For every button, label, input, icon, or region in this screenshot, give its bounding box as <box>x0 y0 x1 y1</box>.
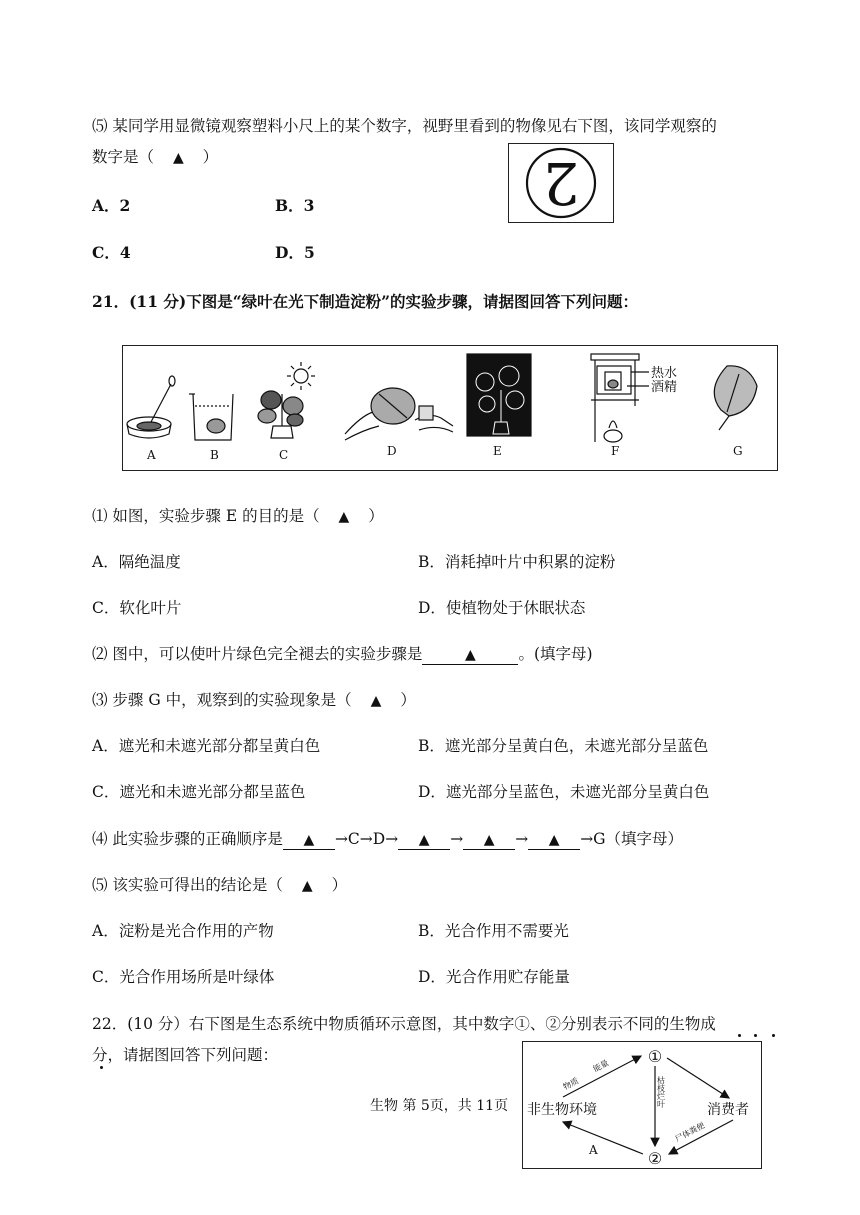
label-energy: 能量 <box>591 1058 611 1074</box>
q5-option-b: B．3 <box>275 196 315 215</box>
experiment-figure <box>122 345 778 471</box>
step-label-b: B <box>210 448 219 462</box>
stem-text: ⑷ 此实验步骤的正确顺序是 <box>92 830 283 848</box>
q21-sub3-option-c: C．遮光和未遮光部分都呈蓝色 <box>92 783 306 801</box>
step-label-f: F <box>611 444 620 458</box>
q21-sub1-option-a: A．隔绝温度 <box>92 553 181 571</box>
arrow-text: →G（填字母） <box>580 830 684 848</box>
step-c-plant-sun <box>258 362 315 438</box>
emphasis-dot <box>772 1034 775 1037</box>
label-alcohol: 酒精 <box>651 380 678 395</box>
node-1: ① <box>647 1047 663 1066</box>
answer-blank: ▲ <box>463 831 515 850</box>
answer-blank: ▲ <box>283 831 335 850</box>
q5-option-d: D．5 <box>275 243 315 262</box>
cycle-diagram <box>522 1041 762 1169</box>
q21-sub1-option-b: B．消耗掉叶片中积累的淀粉 <box>418 553 616 571</box>
answer-mark: ▲ <box>301 878 313 894</box>
answer-blank: ▲ <box>528 831 580 850</box>
step-label-d: D <box>387 444 397 458</box>
q21-sub5-option-c: C．光合作用场所是叶绿体 <box>92 968 275 986</box>
stem-text: ⑵ 图中，可以使叶片绿色完全褪去的实验步骤是 <box>92 645 423 663</box>
q21-sub2-stem <box>92 643 593 665</box>
microscope-glyph: 2 <box>542 149 580 217</box>
q21-sub5-option-a: A．淀粉是光合作用的产物 <box>92 922 274 940</box>
emphasis-dot <box>754 1034 757 1037</box>
stem-text: ） <box>400 691 416 709</box>
q5-stem-line1: ⑸ 某同学用显微镜观察塑料小尺上的某个数字，视野里看到的物像见右下图，该同学观察的 <box>92 117 717 135</box>
label-hot-water: 热水 <box>651 366 678 381</box>
answer-mark: ▲ <box>338 509 350 525</box>
q22-line1: 22．(10 分）右下图是生态系统中物质循环示意图，其中数字①、②分别表示不同的生物成 <box>92 1015 716 1033</box>
step-a-dish <box>127 376 175 438</box>
q21-sub5-option-d: D．光合作用贮存能量 <box>418 968 570 986</box>
stem-text: ⑸ 该实验可得出的结论是（ <box>92 876 283 894</box>
abiotic-environment: 非生物环境 <box>527 1102 597 1118</box>
q21-sub3-option-d: D．遮光部分呈蓝色，未遮光部分呈黄白色 <box>418 783 710 801</box>
stem-text: ） <box>331 876 348 894</box>
step-d-hands-leaf <box>345 388 453 440</box>
q21-sub3-stem <box>92 689 416 712</box>
q5-stem-suffix: ） <box>202 148 219 166</box>
stem-text: ⑶ 步骤 G 中，观察到的实验现象是（ <box>92 691 352 709</box>
step-g-leaf <box>714 366 757 430</box>
q21-sub5-option-b: B．光合作用不需要光 <box>418 922 569 940</box>
q21-sub3-option-a: A．遮光和未遮光部分都呈黄白色 <box>92 737 321 755</box>
q5-option-c: C．4 <box>92 243 131 262</box>
q5-stem-prefix: 数字是（ <box>92 148 155 166</box>
step-label-e: E <box>493 444 502 458</box>
microscope-image <box>508 143 614 223</box>
step-label-c: C <box>279 448 289 462</box>
arrow-1-to-consumer <box>667 1058 729 1098</box>
stem-text: ） <box>368 507 384 525</box>
q22-line2: 分，请据图回答下列问题： <box>92 1046 279 1064</box>
q21-sub3-option-b: B．遮光部分呈黄白色，未遮光部分呈蓝色 <box>418 737 709 755</box>
answer-blank: ▲ <box>398 831 450 850</box>
answer-mark: ▲ <box>172 150 184 166</box>
label-remains: 尸体粪便 <box>673 1120 707 1144</box>
label-material: 物质 <box>561 1076 581 1092</box>
page-footer: 生物 第 5页，共 11页 <box>370 1098 509 1114</box>
answer-blank: ▲ <box>422 646 518 665</box>
step-label-a: A <box>147 448 156 462</box>
arrow-label-a: A <box>589 1143 598 1157</box>
emphasis-dot <box>100 1066 103 1069</box>
q21-sub4-stem <box>92 828 683 850</box>
q21-header: 21．(11 分)下图是“绿叶在光下制造淀粉”的实验步骤，请据图回答下列问题： <box>92 292 639 311</box>
emphasis-dot <box>738 1034 741 1037</box>
step-e-dark-plant <box>467 354 531 436</box>
answer-mark: ▲ <box>370 693 382 709</box>
q5-stem-line2 <box>92 146 218 169</box>
q21-sub1-stem <box>92 505 384 528</box>
step-b-beaker <box>189 394 233 440</box>
step-labels <box>146 444 743 462</box>
arrow-text: →C→D→ <box>334 830 399 848</box>
step-f-water-bath <box>591 354 677 442</box>
q21-sub1-option-d: D．使植物处于休眠状态 <box>418 599 586 617</box>
consumer: 消费者 <box>707 1102 749 1118</box>
step-label-g: G <box>733 444 743 458</box>
arrow-2-to-abiotic <box>563 1122 643 1154</box>
stem-text: ⑴ 如图，实验步骤 E 的目的是（ <box>92 507 320 525</box>
q5-option-a: A．2 <box>92 196 131 215</box>
arrow-text: → <box>515 830 529 848</box>
node-2: ② <box>647 1149 663 1168</box>
label-litter: 枯枝烂叶 <box>656 1076 666 1108</box>
arrow-text: → <box>450 830 464 848</box>
q21-sub1-option-c: C．软化叶片 <box>92 599 182 617</box>
stem-text: 。(填字母) <box>518 645 593 663</box>
q21-sub5-stem <box>92 874 347 897</box>
